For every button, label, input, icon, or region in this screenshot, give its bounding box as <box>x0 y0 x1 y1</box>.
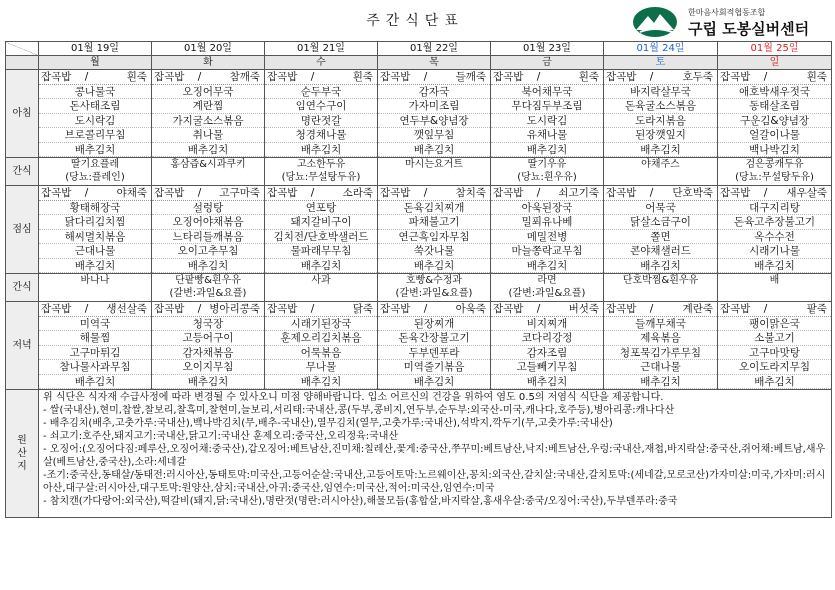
snack-item: 홍삼즙&시과쿠키 <box>170 159 246 170</box>
dinner-cell <box>39 302 152 390</box>
dish-item: 구운김&양념장 <box>718 114 831 129</box>
dish-item: 어묵국 <box>604 201 717 216</box>
porridge-name: 들깨죽 <box>455 71 486 83</box>
note-line: -조기:중국산,동태살/동태전:러시아산,동태토막:미국산,고등어순살:국내산,고등어토막:노르웨이산,꽁치:외국산,갈치살:국내산,갈치토막:(세네갈,모로코산)가자미살:미국,가자미:러시아산,대구살:러시아산,대구토막:원양산,삼치:국내산,아귀:중국산,임연수:미국산,적어:미국산,임연수:미국 <box>43 470 826 494</box>
dish-item: 청경채나물 <box>265 128 377 143</box>
corner-cell <box>6 56 39 70</box>
dinner-cell <box>265 302 378 390</box>
porridge-name: 병아리콩죽 <box>209 303 260 315</box>
note-line: - 참치캔(가다랑어:외국산),떡갈비(돼지,닭:국내산),명란젓(명란:러시아산),해물모듬(홍합살,바지락살,홍새우살:중국/오징어:국산),두부덴푸라:중국 <box>43 496 678 507</box>
dish-item: 배추김치 <box>152 143 264 158</box>
porridge-name: 참치죽 <box>455 187 486 199</box>
dish-item: 배추김치 <box>39 143 151 158</box>
porridge-name: 새우살죽 <box>786 187 827 199</box>
dish-item: 콘야채샐러드 <box>604 244 717 259</box>
rice-name: 잡곡밥 <box>267 187 298 199</box>
weekday-cell-sunday: 일 <box>718 56 832 70</box>
dish-item: 배추김치 <box>265 259 377 274</box>
rice-name: 잡곡밥 <box>606 71 637 83</box>
rice-name: 잡곡밥 <box>154 303 185 315</box>
note-line: - 오징어:(오징어다짐:페루산,오징어채:중국산),갑오징어:베트남산,진미채:칠레산,꽃게:중국산,쭈꾸미:베트남산,낙지:베트남산,우렁:국내산,재첩,바지락살:중국산,쥐어채:베트남,새우살(베트남산,중국산),소라:세네갈 <box>43 444 826 468</box>
dish-item: 무나물 <box>265 360 377 375</box>
rice-porridge-line <box>152 70 264 85</box>
dish-item: 돈육고추장불고기 <box>718 215 831 230</box>
separator-slash: / <box>760 187 768 199</box>
snack-item: 호빵&수정과 <box>405 275 463 286</box>
snack-item: 딸기요플레 <box>70 159 120 170</box>
dish-item: 감자국 <box>378 85 490 100</box>
separator-slash: / <box>194 187 202 199</box>
dish-item: 미역줄기볶음 <box>378 360 490 375</box>
weekday-cell: 금 <box>491 56 604 70</box>
separator-slash: / <box>646 187 654 199</box>
rice-porridge-line <box>604 302 717 317</box>
dish-item: 고들빼기무침 <box>491 360 603 375</box>
dish-item: 들깨무채국 <box>604 317 717 332</box>
note-line: - 배추김치(배추,고춧가루:국내산),백나박김치(무,배추-국내산),열무김치(열무,고춧가루:국내산),석박지,깍두기(무,고춧가루:국내산) <box>43 418 613 429</box>
snack-item: 라면 <box>537 275 557 286</box>
snack-cell <box>39 274 152 302</box>
porridge-name: 흰죽 <box>578 71 599 83</box>
dish-item: 마늘쫑락교무침 <box>491 244 603 259</box>
porridge-name: 야채죽 <box>116 187 147 199</box>
snack-item: 고소한두유 <box>296 159 346 170</box>
dish-item: 오이지무침 <box>152 360 264 375</box>
dish-item: 어묵볶음 <box>265 346 377 361</box>
snack2-row <box>6 274 832 302</box>
weekday-cell: 월 <box>39 56 152 70</box>
snack-item: 마시는요거트 <box>405 159 463 170</box>
dish-item: 브로콜리무침 <box>39 128 151 143</box>
dish-item: 설렁탕 <box>152 201 264 216</box>
snack-cell <box>265 274 378 302</box>
rice-porridge-line <box>152 302 264 317</box>
breakfast-cell <box>604 70 718 158</box>
snack-cell <box>491 274 604 302</box>
separator-slash: / <box>646 303 654 315</box>
lunch-cell <box>604 186 718 274</box>
dish-item: 배추김치 <box>491 143 603 158</box>
snack-item: 바나나 <box>80 275 110 286</box>
separator-slash: / <box>81 187 89 199</box>
dish-item: 백나박김치 <box>718 143 831 158</box>
rice-name: 잡곡밥 <box>154 71 185 83</box>
meal-label-snack: 간식 <box>6 274 39 302</box>
rice-porridge-line <box>39 70 151 85</box>
snack-item: 검은콩캐두유 <box>745 159 804 170</box>
center-logo <box>632 6 832 40</box>
snack-item: (당뇨:무설탕두유) <box>735 172 814 183</box>
rice-porridge-line <box>39 186 151 201</box>
dish-item: 도시락김 <box>491 114 603 129</box>
porridge-name: 팥죽 <box>806 303 827 315</box>
porridge-name: 흰죽 <box>806 71 827 83</box>
dish-item: 김치전/단호박샐러드 <box>265 230 377 245</box>
breakfast-row <box>6 70 832 158</box>
dish-item: 감자조림 <box>491 346 603 361</box>
meal-label-snack: 간식 <box>6 158 39 186</box>
dish-item: 임연수구이 <box>265 99 377 114</box>
lunch-cell <box>718 186 832 274</box>
dish-item: 바지락살무국 <box>604 85 717 100</box>
snack-item: 단호박찜&흰우유 <box>622 275 699 286</box>
dish-item: 고등어구이 <box>152 331 264 346</box>
rice-porridge-line <box>378 70 490 85</box>
snack-item: (당뇨:무설탕두유) <box>281 172 361 183</box>
dish-item: 오징어무국 <box>152 85 264 100</box>
dish-item: 해씨멸치볶음 <box>39 230 151 245</box>
snack-item: 배 <box>769 275 780 286</box>
rice-porridge-line <box>378 302 490 317</box>
lunch-row <box>6 186 832 274</box>
dish-item: 배추김치 <box>604 259 717 274</box>
separator-slash: / <box>81 303 89 315</box>
dish-item: 밀푀유나베 <box>491 215 603 230</box>
rice-porridge-line <box>39 302 151 317</box>
dish-item: 쑥갓나물 <box>378 244 490 259</box>
snack-cell <box>152 158 265 186</box>
dish-item: 애호박새우젓국 <box>718 85 831 100</box>
rice-porridge-line <box>491 302 603 317</box>
dish-item: 배추김치 <box>604 375 717 390</box>
dish-item: 연포탕 <box>265 201 377 216</box>
dish-item: 미역국 <box>39 317 151 332</box>
porridge-name: 아욱죽 <box>455 303 486 315</box>
breakfast-cell <box>39 70 152 158</box>
separator-slash: / <box>194 303 202 315</box>
dish-item: 동태살조림 <box>718 99 831 114</box>
rice-name: 잡곡밥 <box>41 303 72 315</box>
dish-item: 도시락김 <box>39 114 151 129</box>
dish-item: 코다리강정 <box>491 331 603 346</box>
dish-item: 얼갈이나물 <box>718 128 831 143</box>
dinner-cell <box>491 302 604 390</box>
date-cell: 01월 21일 <box>265 42 378 56</box>
dish-item: 계란찜 <box>152 99 264 114</box>
rice-porridge-line <box>265 186 377 201</box>
dish-item: 유채나물 <box>491 128 603 143</box>
breakfast-cell <box>152 70 265 158</box>
dish-item: 가지굴소스볶음 <box>152 114 264 129</box>
snack-item: 야채주스 <box>641 159 680 170</box>
corner-cell <box>6 42 39 56</box>
dish-item: 배추김치 <box>491 259 603 274</box>
dish-item: 감자채볶음 <box>152 346 264 361</box>
rice-name: 잡곡밥 <box>720 71 751 83</box>
weekday-row <box>6 56 832 70</box>
snack-item: 딸기우유 <box>527 159 567 170</box>
dish-item: 된장찌개 <box>378 317 490 332</box>
separator-slash: / <box>307 71 315 83</box>
snack-cell <box>718 274 832 302</box>
weekday-cell: 화 <box>152 56 265 70</box>
dish-item: 명란젓갈 <box>265 114 377 129</box>
dish-item: 오징어야채볶음 <box>152 215 264 230</box>
dish-item: 시래기된장국 <box>265 317 377 332</box>
origin-label-text: 원산지 <box>17 435 27 472</box>
dish-item: 돼지갈비구이 <box>265 215 377 230</box>
date-cell: 01월 20일 <box>152 42 265 56</box>
dish-item: 황태해장국 <box>39 201 151 216</box>
dish-item: 느타리들깨볶음 <box>152 230 264 245</box>
dish-item: 도라지볶음 <box>604 114 717 129</box>
breakfast-cell <box>378 70 491 158</box>
rice-name: 잡곡밥 <box>493 303 524 315</box>
dish-item: 배추김치 <box>39 375 151 390</box>
dish-item: 비지찌개 <box>491 317 603 332</box>
dinner-cell <box>152 302 265 390</box>
dish-item: 배추김치 <box>378 375 490 390</box>
separator-slash: / <box>533 303 541 315</box>
rice-porridge-line <box>378 186 490 201</box>
meal-label-breakfast: 아침 <box>6 70 39 158</box>
porridge-name: 계란죽 <box>682 303 713 315</box>
dinner-cell <box>604 302 718 390</box>
dish-item: 옥수수전 <box>718 230 831 245</box>
separator-slash: / <box>81 71 89 83</box>
dish-item: 두부덴푸라 <box>378 346 490 361</box>
dish-item: 고구마튀김 <box>39 346 151 361</box>
dish-item: 배추김치 <box>718 375 831 390</box>
rice-porridge-line <box>604 186 717 201</box>
dish-item: 제육볶음 <box>604 331 717 346</box>
porridge-name: 흰죽 <box>126 71 147 83</box>
center-name: 구립 도봉실버센터 <box>688 20 810 38</box>
separator-slash: / <box>533 71 541 83</box>
porridge-name: 참깨죽 <box>229 71 260 83</box>
dish-item: 소불고기 <box>718 331 831 346</box>
dish-item: 파채불고기 <box>378 215 490 230</box>
rice-name: 잡곡밥 <box>720 303 751 315</box>
page-title: 주간식단표 <box>366 13 464 29</box>
rice-name: 잡곡밥 <box>606 187 637 199</box>
snack-cell <box>152 274 265 302</box>
snack-item: (갈변:과일&요플) <box>169 288 247 299</box>
date-cell-saturday: 01월 24일 <box>604 42 718 56</box>
date-row <box>6 42 832 56</box>
snack-cell <box>39 158 152 186</box>
snack-item: (당뇨:플레인) <box>65 172 125 183</box>
breakfast-cell <box>718 70 832 158</box>
dinner-cell <box>378 302 491 390</box>
breakfast-cell <box>265 70 378 158</box>
porridge-name: 버섯죽 <box>568 303 599 315</box>
note-line: - 쌀(국내산),현미,찹쌀,찰보리,찰흑미,찰현미,늘보리,서리태:국내산,콩(두부,콩비지,연두부,순두부:외국산-미국,캐나다,호주등),병아리콩:캐나다산 <box>43 405 675 416</box>
separator-slash: / <box>307 303 315 315</box>
porridge-name: 흰죽 <box>352 71 373 83</box>
rice-name: 잡곡밥 <box>41 187 72 199</box>
dinner-row <box>6 302 832 390</box>
date-cell: 01월 23일 <box>491 42 604 56</box>
porridge-name: 고구마죽 <box>219 187 260 199</box>
rice-porridge-line <box>491 186 603 201</box>
rice-porridge-line <box>718 70 831 85</box>
dish-item: 대구지리탕 <box>718 201 831 216</box>
snack-cell <box>604 274 718 302</box>
separator-slash: / <box>420 303 428 315</box>
dish-item: 팽이맑은국 <box>718 317 831 332</box>
dish-item: 깻잎무침 <box>378 128 490 143</box>
dish-item: 청포묵김가루무침 <box>604 346 717 361</box>
snack-cell <box>604 158 718 186</box>
snack-item: 사과 <box>311 275 331 286</box>
origin-row <box>6 390 832 518</box>
separator-slash: / <box>760 303 768 315</box>
dish-item: 배추김치 <box>265 143 377 158</box>
snack-cell <box>491 158 604 186</box>
dish-item: 콩나물국 <box>39 85 151 100</box>
meal-label-dinner: 저녁 <box>6 302 39 390</box>
rice-porridge-line <box>265 70 377 85</box>
snack-item: (갈변:과일&요플) <box>395 288 473 299</box>
dish-item: 아욱된장국 <box>491 201 603 216</box>
porridge-name: 닭죽 <box>352 303 373 315</box>
dish-item: 해물찜 <box>39 331 151 346</box>
org-name: 한마음사회적협동조합 <box>688 8 766 17</box>
rice-name: 잡곡밥 <box>267 71 298 83</box>
lunch-cell <box>378 186 491 274</box>
lunch-cell <box>152 186 265 274</box>
dish-item: 연근흑임자무침 <box>378 230 490 245</box>
dish-item: 배추김치 <box>378 259 490 274</box>
dish-item: 배추김치 <box>265 375 377 390</box>
snack1-row <box>6 158 832 186</box>
separator-slash: / <box>420 187 428 199</box>
dish-item: 고구마맛탕 <box>718 346 831 361</box>
mountain-logo-icon <box>632 6 678 38</box>
dish-item: 물파래무무침 <box>265 244 377 259</box>
dish-item: 쫄면 <box>604 230 717 245</box>
rice-name: 잡곡밥 <box>380 303 411 315</box>
porridge-name: 호두죽 <box>682 71 713 83</box>
date-cell: 01월 19일 <box>39 42 152 56</box>
separator-slash: / <box>646 71 654 83</box>
dish-item: 참나물사과무침 <box>39 360 151 375</box>
dish-item: 취나물 <box>152 128 264 143</box>
date-cell: 01월 22일 <box>378 42 491 56</box>
dish-item: 근대나물 <box>39 244 151 259</box>
dish-item: 배추김치 <box>152 259 264 274</box>
dish-item: 오이도라지무침 <box>718 360 831 375</box>
dish-item: 근대나물 <box>604 360 717 375</box>
dish-item: 배추김치 <box>491 375 603 390</box>
lunch-cell <box>39 186 152 274</box>
rice-porridge-line <box>491 70 603 85</box>
dish-item: 가자미조림 <box>378 99 490 114</box>
note-line: - 쇠고기:호주산,돼지고기:국내산,닭고기:국내산 훈제오리:중국산,오리정육:국내산 <box>43 431 399 442</box>
weekday-cell-saturday: 토 <box>604 56 718 70</box>
rice-name: 잡곡밥 <box>493 187 524 199</box>
porridge-name: 생선살죽 <box>106 303 147 315</box>
dish-item: 배추김치 <box>604 143 717 158</box>
dish-item: 무다짐두부조림 <box>491 99 603 114</box>
snack-cell <box>378 274 491 302</box>
dish-item: 돈육간장불고기 <box>378 331 490 346</box>
dish-item: 청국장 <box>152 317 264 332</box>
breakfast-cell <box>491 70 604 158</box>
porridge-name: 쇠고기죽 <box>558 187 599 199</box>
dish-item: 배추김치 <box>39 259 151 274</box>
rice-name: 잡곡밥 <box>41 71 72 83</box>
dish-item: 닭살소금구이 <box>604 215 717 230</box>
weekday-cell: 수 <box>265 56 378 70</box>
origin-notes <box>39 390 832 518</box>
dish-item: 오이고추무침 <box>152 244 264 259</box>
snack-cell <box>378 158 491 186</box>
porridge-name: 소라죽 <box>342 187 373 199</box>
note-line: 위 식단은 식자재 수급사정에 따라 변경될 수 있사오니 미점 양해바랍니다. 입소 어르신의 건강을 위하여 염도 0.5의 저염식 식단을 제공합니다. <box>43 392 664 403</box>
origin-label <box>6 390 39 518</box>
snack-cell <box>265 158 378 186</box>
dish-item: 배추김치 <box>152 375 264 390</box>
dinner-cell <box>718 302 832 390</box>
rice-name: 잡곡밥 <box>493 71 524 83</box>
rice-name: 잡곡밥 <box>380 71 411 83</box>
dish-item: 순두부국 <box>265 85 377 100</box>
separator-slash: / <box>307 187 315 199</box>
dish-item: 연두부&양념장 <box>378 114 490 129</box>
lunch-cell <box>491 186 604 274</box>
snack-item: (당뇨:흰우유) <box>517 172 577 183</box>
rice-name: 잡곡밥 <box>606 303 637 315</box>
rice-name: 잡곡밥 <box>380 187 411 199</box>
dish-item: 훈제오리김치볶음 <box>265 331 377 346</box>
rice-name: 잡곡밥 <box>267 303 298 315</box>
dish-item: 메밀전병 <box>491 230 603 245</box>
dish-item: 시래기나물 <box>718 244 831 259</box>
dish-item: 북어채무국 <box>491 85 603 100</box>
date-cell-sunday: 01월 25일 <box>718 42 832 56</box>
rice-name: 잡곡밥 <box>154 187 185 199</box>
dish-item: 배추김치 <box>378 143 490 158</box>
dish-item: 돈사태조림 <box>39 99 151 114</box>
separator-slash: / <box>533 187 541 199</box>
rice-porridge-line <box>718 186 831 201</box>
weekly-menu-table <box>5 41 832 518</box>
dish-item: 돈육굴소스볶음 <box>604 99 717 114</box>
dish-item: 닭다리김치찜 <box>39 215 151 230</box>
rice-name: 잡곡밥 <box>720 187 751 199</box>
rice-porridge-line <box>265 302 377 317</box>
separator-slash: / <box>420 71 428 83</box>
separator-slash: / <box>760 71 768 83</box>
rice-porridge-line <box>152 186 264 201</box>
snack-cell <box>718 158 832 186</box>
porridge-name: 단호박죽 <box>672 187 713 199</box>
snack-item: 단팥빵&흰우유 <box>175 275 241 286</box>
separator-slash: / <box>194 71 202 83</box>
rice-porridge-line <box>718 302 831 317</box>
weekday-cell: 목 <box>378 56 491 70</box>
snack-item: (갈변:과일&요플) <box>508 288 586 299</box>
rice-porridge-line <box>604 70 717 85</box>
meal-label-lunch: 점심 <box>6 186 39 274</box>
dish-item: 돈육김치찌개 <box>378 201 490 216</box>
dish-item: 된장깻잎지 <box>604 128 717 143</box>
dish-item: 배추김치 <box>718 259 831 274</box>
lunch-cell <box>265 186 378 274</box>
